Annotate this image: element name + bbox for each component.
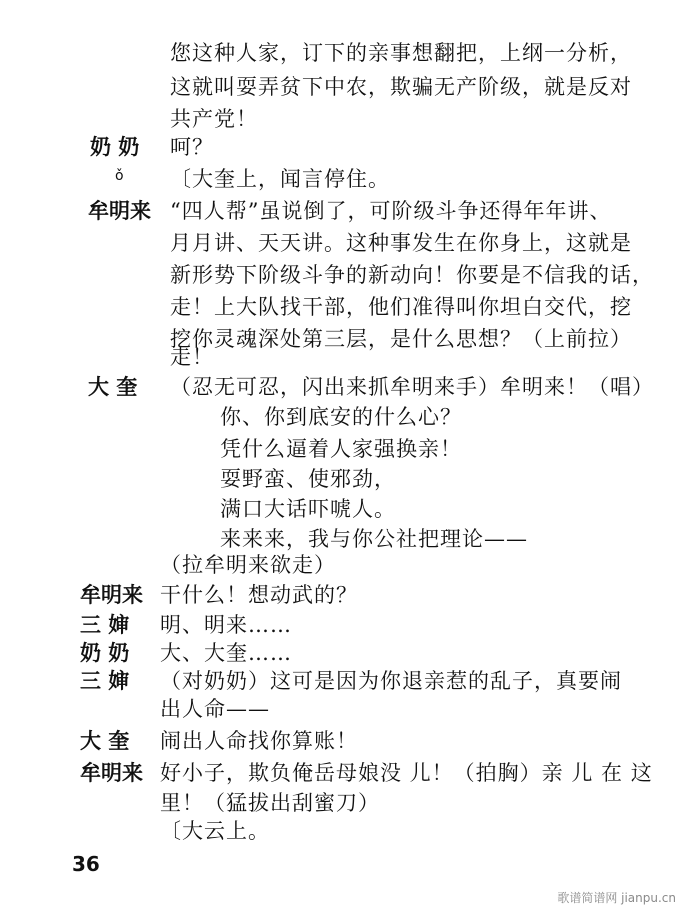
text-line: 您这种人家，订下的亲事想翻把，上纲一分析， (170, 41, 632, 65)
text-line: 呵？ (170, 135, 214, 159)
page-number: 36 (72, 852, 100, 876)
stage-direction: 〔大奎上，闻言停住。 (170, 167, 390, 191)
text-line: 月月讲、天天讲。这种事发生在你身上，这就是 (170, 231, 632, 255)
speaker-sanshen: 三 婶 (80, 668, 130, 693)
text-line: 新形势下阶级斗争的新动向！你要是不信我的话， (170, 263, 654, 287)
text-line: 走！ (170, 345, 214, 369)
speaker-mouminglai: 牟明来 (80, 582, 143, 607)
speaker-dakui: 大 奎 (80, 728, 130, 753)
song-line: 来来来，我与你公社把理论—— (220, 527, 528, 551)
text-line: 明、明来…… (160, 613, 292, 637)
speaker-nainai: 奶 奶 (90, 134, 140, 159)
song-line: 凭什么逼着人家强换亲！ (220, 437, 462, 461)
stage-direction: （拉牟明来欲走） (160, 553, 336, 577)
text-line: 走！上大队找干部，他们准得叫你坦白交代，挖 (170, 295, 632, 319)
text-line: 闹出人命找你算账！ (160, 729, 358, 753)
speaker-mouminglai: 牟明来 (80, 760, 143, 785)
text-line: 大、大奎…… (160, 641, 292, 665)
speaker-nainai: 奶 奶 (80, 640, 130, 665)
speaker-mouminglai: 牟明来 (88, 198, 151, 223)
speaker-sanshen: 三 婶 (80, 612, 130, 637)
text-line: 这就叫耍弄贫下中农，欺骗无产阶级，就是反对 (170, 75, 632, 99)
marginal-mark: ǒ (115, 168, 124, 184)
text-line: （对奶奶）这可是因为你退亲惹的乱子，真要闹 (160, 669, 622, 693)
song-line: 你、你到底安的什么心？ (220, 405, 462, 429)
speaker-dakui: 大 奎 (88, 374, 138, 399)
text-line: 好小子，欺负俺岳母娘没 儿！（拍胸）亲 儿 在 这 (160, 761, 653, 785)
song-line: 满口大话吓唬人。 (220, 497, 396, 521)
watermark: 歌谱简谱网 jianpu.cn (557, 891, 676, 905)
song-line: 耍野蛮、使邪劲， (220, 467, 396, 491)
text-line: （忍无可忍，闪出来抓牟明来手）牟明来！（唱） (170, 375, 654, 399)
text-line: “四人帮”虽说倒了，可阶级斗争还得年年讲、 (170, 199, 612, 223)
text-line: 里！（猛拔出刮蜜刀） (160, 791, 380, 815)
text-line: 出人命—— (160, 697, 270, 721)
text-line: 共产党！ (170, 107, 258, 131)
text-line: 挖你灵魂深处第三层，是什么思想？（上前拉） (170, 327, 632, 351)
stage-direction: 〔大云上。 (160, 819, 270, 843)
text-line: 干什么！想动武的？ (160, 583, 358, 607)
